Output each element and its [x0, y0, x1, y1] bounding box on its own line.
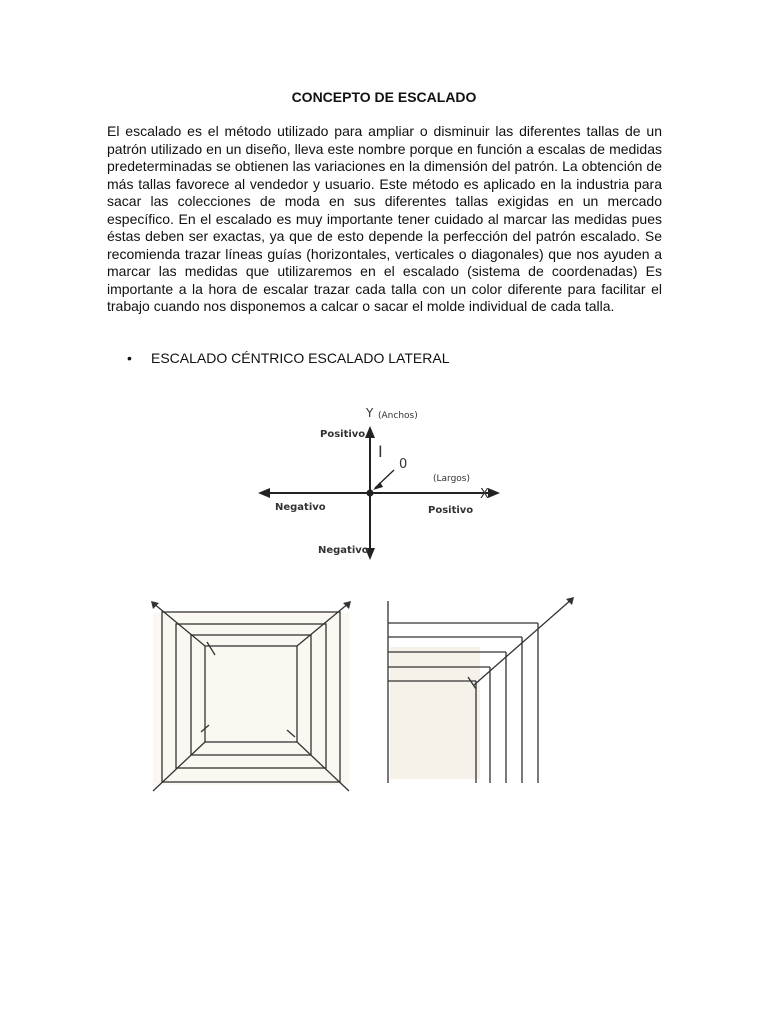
left-negative-label: Negativo — [275, 502, 326, 513]
coordinate-axes-diagram — [250, 400, 510, 565]
x-axis-left-arrow — [258, 488, 270, 498]
y-axis-top-arrow — [365, 426, 375, 438]
bullet-text: ESCALADO CÉNTRICO ESCALADO LATERAL — [151, 350, 450, 366]
document-title: CONCEPTO DE ESCALADO — [291, 89, 477, 105]
axes-svg — [250, 400, 510, 565]
y-axis-note: (Anchos) — [378, 411, 418, 421]
central-grading-svg — [145, 595, 355, 795]
body-paragraph: El escalado es el método utilizado para ampliar o disminuir las diferentes tallas de un patrón utilizado en un diseño, lleva este nombre porque en función a escalas de medidas predeterminadas se obtienen las variaciones en la dimensión del patrón. La obtención de más tallas favorece al vendedor y usuario. Este método es aplicado en la industria para sacar las colecciones de moda en sus diferentes tallas exigidas en un mercado específico. En el escalado es muy importante tener cuidado al marcar las medidas pues éstas deben ser exactas, ya que de esto depende la perfección del patrón escalado. Se recomienda trazar líneas guías (horizontales, verticales o diagonales) que nos ayuden a marcar las medidas que utilizaremos en el escalado (sistema de coordenadas) Es importante a la hora de escalar trazar cada talla con un color diferente para facilitar el trabajo cuando nos disponemos a calcar o sacar el molde individual de cada talla. — [107, 123, 662, 314]
lateral-grading-svg — [382, 597, 582, 787]
x-axis-note: (Largos) — [433, 474, 471, 484]
bottom-negative-label: Negativo — [318, 545, 369, 556]
diagonal-guide — [474, 599, 572, 685]
y-axis-label: Y — [366, 406, 374, 420]
x-axis-right-arrow — [488, 488, 500, 498]
x-axis-label: X — [480, 487, 489, 502]
lateral-grading-diagram — [382, 597, 582, 787]
scan-background — [153, 613, 349, 785]
right-positive-label: Positivo — [428, 505, 474, 516]
bullet-symbol: • — [127, 350, 132, 366]
origin-mark: 0 — [399, 457, 408, 472]
top-positive-label: Positivo — [320, 429, 366, 440]
quadrant-mark: I — [378, 442, 383, 461]
central-grading-diagram — [145, 595, 355, 795]
origin-pointer-arrow — [373, 482, 383, 490]
origin-point — [367, 490, 374, 497]
